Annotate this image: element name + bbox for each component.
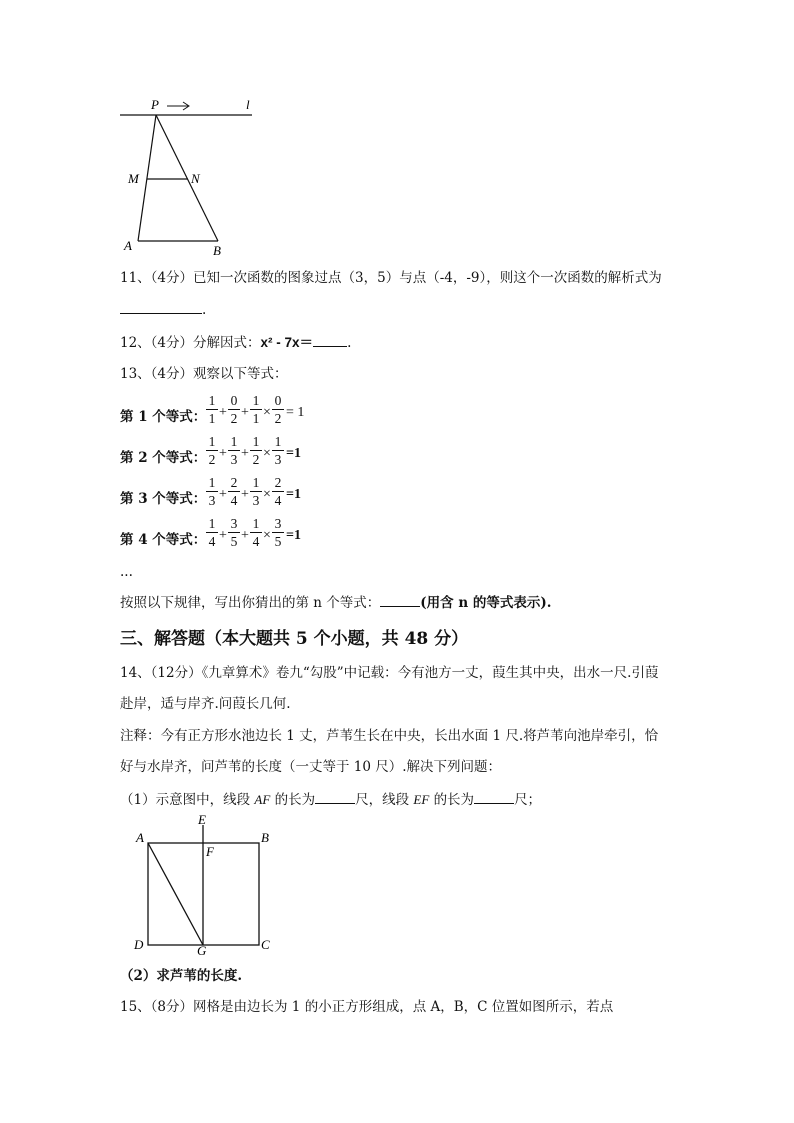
fraction-bar <box>250 450 262 451</box>
fraction-numerator: 1 <box>208 516 216 531</box>
question-14-line-2: 赴岸，适与岸齐.问葭长几何. <box>120 696 291 712</box>
fraction-numerator: 2 <box>274 475 282 490</box>
equation-label: 第 4 个等式： <box>120 532 207 548</box>
section-3-title: 三、解答题（本大题共 5 个小题，共 48 分） <box>120 629 469 649</box>
fraction-numerator: 1 <box>252 475 260 490</box>
fraction <box>206 434 218 467</box>
operator-sign: + <box>241 528 249 543</box>
fraction-numerator: 1 <box>208 393 216 408</box>
fraction-bar <box>228 491 240 492</box>
label-b: B <box>213 243 221 258</box>
fraction-denominator: 2 <box>230 411 238 426</box>
fraction-numerator: 1 <box>274 434 282 449</box>
fraction <box>228 475 240 508</box>
operator-sign: + <box>241 405 249 420</box>
fraction-bar <box>206 491 218 492</box>
fraction <box>272 434 284 467</box>
fraction-numerator: 0 <box>274 393 282 408</box>
fraction-numerator: 2 <box>230 475 238 490</box>
pond-figure <box>130 812 280 957</box>
fraction-denominator: 5 <box>230 534 238 549</box>
fraction-bar <box>250 409 262 410</box>
fraction-numerator: 0 <box>230 393 238 408</box>
fraction-denominator: 5 <box>274 534 282 549</box>
operator-sign: + <box>241 487 249 502</box>
question-14-note-2: 好与水岸齐，问芦苇的长度（一丈等于 10 尺）.解决下列问题： <box>120 759 502 775</box>
question-13-text: 13、（4分）观察以下等式： <box>120 366 288 382</box>
fraction-numerator: 1 <box>252 434 260 449</box>
fraction-bar <box>272 532 284 533</box>
equals-one: =1 <box>286 528 301 543</box>
question-11-text: 11、（4分）已知一次函数的图象过点（3，5）与点（-4，-9），则这个一次函数的解析式为 <box>120 270 662 286</box>
fraction-bar <box>250 491 262 492</box>
fraction-numerator: 3 <box>274 516 282 531</box>
fraction-numerator: 1 <box>230 434 238 449</box>
equals-one: = 1 <box>286 405 305 420</box>
label-e: E <box>198 812 206 827</box>
question-12-expression: x² - 7x＝ <box>260 335 314 350</box>
label-d2: D <box>134 937 144 952</box>
fraction-denominator: 4 <box>274 493 282 508</box>
question-14-note-1: 注释：今有正方形水池边长 1 丈，芦苇生长在中央，长出水面 1 尺.将芦苇向池岸牵引，恰 <box>120 728 659 744</box>
question-15: 15、（8分）网格是由边长为 1 的小正方形组成，点 A，B，C 位置如图所示，若点 <box>120 999 614 1015</box>
equals-one: =1 <box>286 446 301 461</box>
question-12-prefix: 12、（4分）分解因式： <box>120 335 261 351</box>
answer-blank-14-af[interactable] <box>315 790 355 804</box>
fraction-denominator: 2 <box>208 452 216 467</box>
fraction-bar <box>206 409 218 410</box>
fraction-bar <box>250 532 262 533</box>
fraction <box>228 434 240 467</box>
question-14-line-1: 14、（12分）《九章算术》卷九“勾股”中记载：今有池方一丈，葭生其中央，出水一尺.引葭 <box>120 665 659 681</box>
fraction-bar <box>272 491 284 492</box>
fraction-numerator: 1 <box>208 475 216 490</box>
segment-af-label: AF <box>254 792 271 807</box>
operator-sign: × <box>263 487 271 502</box>
question-14-sub-2: （2）求芦苇的长度. <box>120 968 243 984</box>
fraction-bar <box>272 409 284 410</box>
label-c2: C <box>261 937 270 952</box>
fraction-denominator: 3 <box>252 493 260 508</box>
fraction-numerator: 3 <box>230 516 238 531</box>
fraction <box>272 393 284 426</box>
answer-blank-12[interactable] <box>313 333 347 347</box>
answer-blank-13[interactable] <box>380 593 420 607</box>
equation-label: 第 2 个等式： <box>120 450 207 466</box>
question-13-ask-text: 按照以下规律，写出你猜出的第 n 个等式： <box>120 595 381 611</box>
fraction-denominator: 2 <box>252 452 260 467</box>
fraction <box>250 434 262 467</box>
label-m: M <box>128 171 139 186</box>
fraction <box>250 393 262 426</box>
equation-label: 第 1 个等式： <box>120 409 207 425</box>
fraction <box>250 516 262 549</box>
label-f: F <box>206 844 214 859</box>
fraction-denominator: 2 <box>274 411 282 426</box>
fraction <box>206 475 218 508</box>
label-a: A <box>124 238 132 253</box>
operator-sign: + <box>219 405 227 420</box>
label-g2: G <box>197 943 207 957</box>
question-14-sub-1: （1）示意图中，线段 AF 的长为 尺，线段 EF 的长为 尺； <box>120 792 542 808</box>
triangle-figure <box>112 92 262 262</box>
fraction-bar <box>228 450 240 451</box>
fraction-bar <box>228 532 240 533</box>
fraction-bar <box>206 532 218 533</box>
segment-ag <box>148 843 203 945</box>
ellipsis: ... <box>120 564 133 580</box>
label-p: P <box>151 97 159 112</box>
operator-sign: × <box>263 446 271 461</box>
operator-sign: × <box>263 405 271 420</box>
fraction <box>250 475 262 508</box>
question-13-ask <box>120 593 551 612</box>
fraction <box>206 393 218 426</box>
fraction-bar <box>206 450 218 451</box>
question-12: 12、（4分）分解因式：x² - 7x＝ . <box>120 335 352 351</box>
label-a2: A <box>136 830 144 845</box>
fraction-numerator: 1 <box>252 516 260 531</box>
label-n: N <box>191 171 200 186</box>
equals-one: =1 <box>286 487 301 502</box>
fraction-denominator: 4 <box>208 534 216 549</box>
answer-blank-11[interactable] <box>120 300 202 314</box>
fraction-numerator: 1 <box>252 393 260 408</box>
segment-pa <box>138 115 156 241</box>
fraction <box>272 475 284 508</box>
fraction-denominator: 3 <box>230 452 238 467</box>
fraction <box>206 516 218 549</box>
operator-sign: + <box>241 446 249 461</box>
fraction-denominator: 4 <box>252 534 260 549</box>
segment-ef-label: EF <box>413 792 430 807</box>
operator-sign: × <box>263 528 271 543</box>
operator-sign: + <box>219 528 227 543</box>
fraction <box>272 516 284 549</box>
question-13-ask-tail: (用含 n 的等式表示). <box>420 595 552 611</box>
equation-label: 第 3 个等式： <box>120 491 207 507</box>
label-b2: B <box>261 830 269 845</box>
question-11-answer-line: . <box>120 300 206 319</box>
fraction-bar <box>228 409 240 410</box>
question-11 <box>120 269 662 287</box>
fraction-denominator: 4 <box>230 493 238 508</box>
fraction-numerator: 1 <box>208 434 216 449</box>
question-13 <box>120 365 288 383</box>
fraction <box>228 393 240 426</box>
fraction-denominator: 3 <box>274 452 282 467</box>
segment-pb <box>156 115 218 241</box>
label-l: l <box>246 97 250 112</box>
answer-blank-14-ef[interactable] <box>474 790 514 804</box>
operator-sign: + <box>219 446 227 461</box>
fraction <box>228 516 240 549</box>
fraction-denominator: 1 <box>252 411 260 426</box>
operator-sign: + <box>219 487 227 502</box>
fraction-bar <box>272 450 284 451</box>
fraction-denominator: 1 <box>208 411 216 426</box>
fraction-denominator: 3 <box>208 493 216 508</box>
